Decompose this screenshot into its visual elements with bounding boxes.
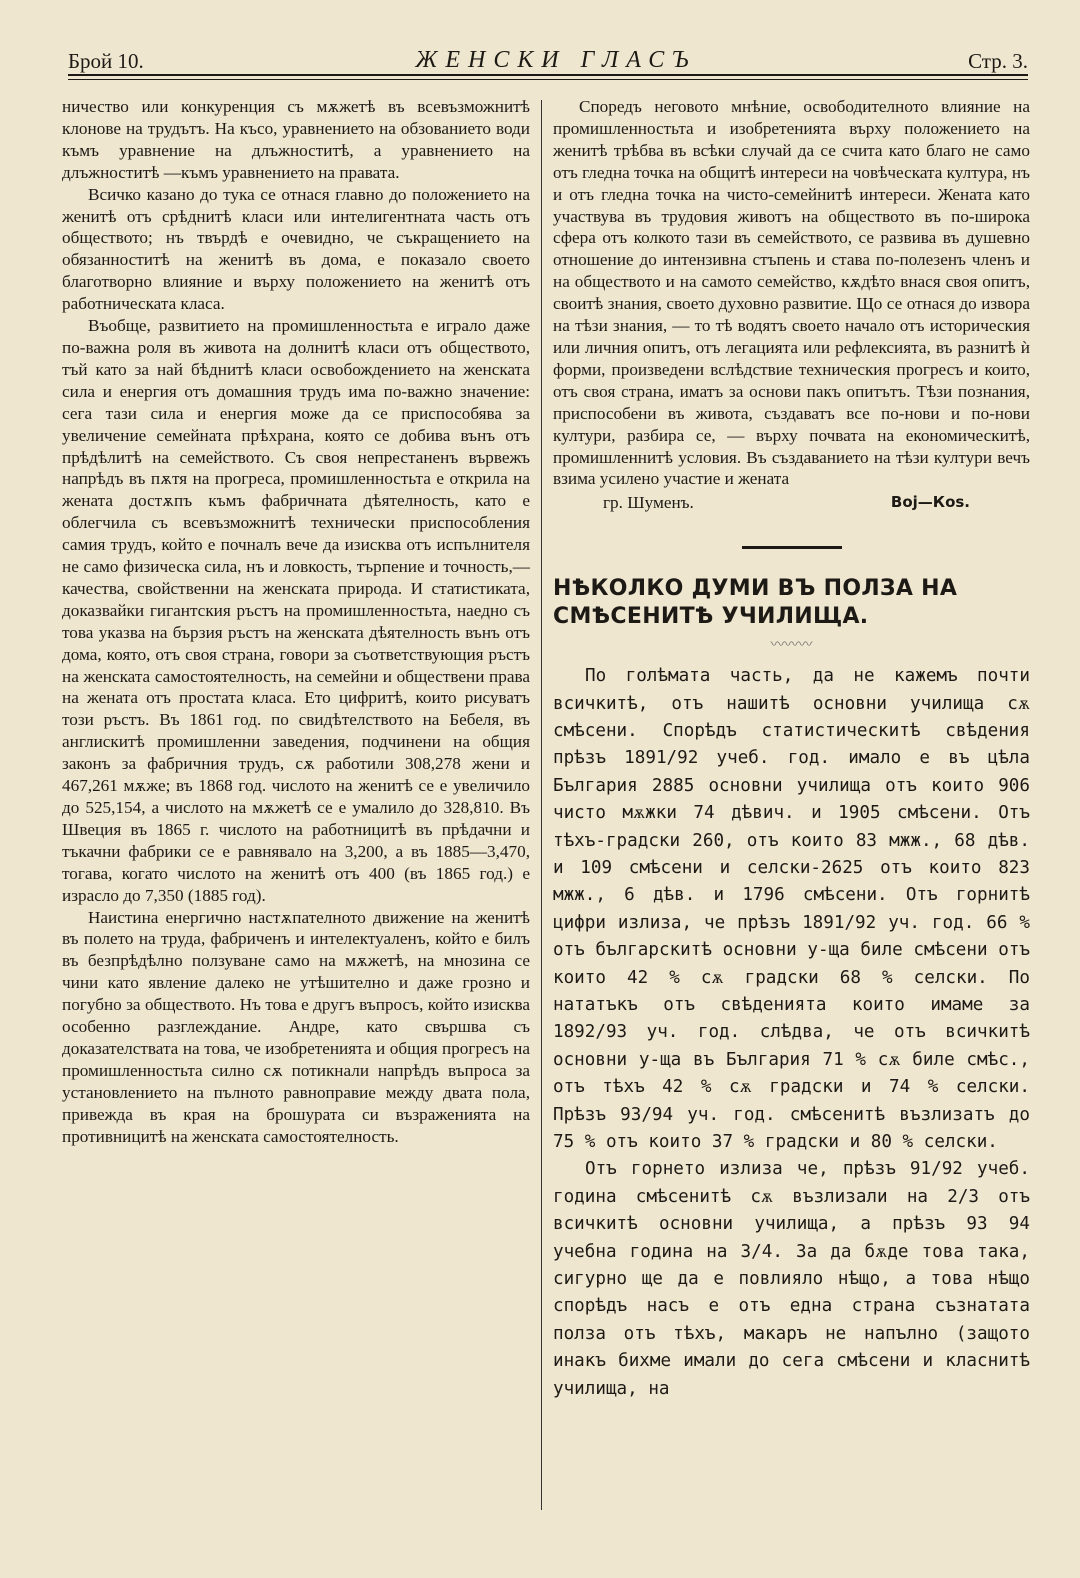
column-divider [541, 100, 542, 1510]
header-rule [68, 74, 1028, 76]
issue-number: Брой 10. [68, 49, 144, 73]
article-body [553, 663, 1030, 1403]
paragraph: Въобще, развитието на промишленностьта е играло даже по-важна роля въ живота на долнитѣ класи отъ обществото, тъй като за най бѣднитѣ класи освобождението на женската сила и енергия отъ домашния трудъ има по-важно значение: сега тази сила и енергия може да се приспособява за увеличение семейната прѣхрана, която се добива вънъ отъ прѣдѣлитѣ на семейството. Съ своя непрестаненъ вървежъ напрѣдъ въ пѫтя на прогреса, промишленностьта е открила на жената достѫпъ къмъ фабричната дѣятелность, като е облегчила съ всевъзможнитѣ технически приспособления самия трудъ, който е почналъ вече да изисква отъ испълнителя не само физическа сила, нъ и ловкость, търпение и точность,—качества, свойственни на женската природа. И статистиката, доказвайки гигантския ръстъ на промишленностьта, наедно съ това указва на бързия ръстъ на женската дѣятелность вънъ отъ дома, която, отъ своя страна, говори за съответствующия ръстъ на женската самостоятелность, на семейни и обществени права на жената отъ простата класа. Ето цифритѣ, които рисуватъ този ръстъ. Въ 1861 год. по свидѣтелството на Бебеля, въ англискитѣ промишленни заведения, подчинени на общия законъ за фабричния трудъ, сѫ работили 308,278 жени и 467,261 мѫже; въ 1868 год. числото на женитѣ се е увеличило до 525,154, а числото на мѫжетѣ се е умалило до 328,810. Въ Швеция въ 1865 г. числото на работницитѣ въ прѣдачни и тъкачни фабрики се е равнявало на 3,200, а въ 1885—3,470, тогава, когато числото на женитѣ отъ 400 (въ 1865 год.) е израсло до 7,350 (1885 год). [62, 316, 530, 905]
signature-line [553, 492, 1030, 514]
newspaper-title: ЖЕНСКИ ГЛАСЪ [415, 47, 697, 73]
left-column [62, 96, 530, 1148]
paragraph: Наистина енергично настѫпателното движение на женитѣ въ полето на труда, фабриченъ и интелектуаленъ, който е билъ въ безпрѣдѣлно ползуване само на мѫжетѣ, на мнозина се чини като явление далеко не утѣшително и даже грозно и погубно за обществото. Нъ това е другъ въпросъ, който изисква особенно разглеждание. Андре, като свършва съ доказателствата на това, че изобретенията и общия прогресъ на промишленностьта силно сѫ потикнали напрѣдъ въпроса за установлението на пълното равноправие между двата пола, привежда въ края на брошурата си възраженията на противницитѣ на женската самостоятелность. [62, 907, 530, 1146]
paragraph: По голѣмата часть, да не кажемъ почти всичкитѣ, отъ нашитѣ основни училища сѫ смѣсени. Спорѣдъ статистическитѣ свѣдения прѣзъ 1891/92 учеб. год. имало е въ цѣла България 2885 основни училища отъ които 906 чисто мѫжки 74 дѣвич. и 1905 смѣсени. Отъ тѣхъ-градски 260, отъ които 83 мжж., 68 дѣв. и 109 смѣсени и селски-2625 отъ които 823 мжж., 6 дѣв. и 1796 смѣсени. Отъ горнитѣ цифри излиза, че прѣзъ 1891/92 уч. год. 66 % отъ българскитѣ основни у-ща биле смѣсени отъ които 42 % сѫ градски 68 % селски. По нататъкъ отъ свѣденията които имаме за 1892/93 уч. год. слѣдва, че отъ всичкитѣ основни у-ща въ България 71 % сѫ биле смѣс., отъ тѣхъ 42 % сѫ градски и 74 % селски. Прѣзъ 93/94 уч. год. смѣсенитѣ възлизатъ до 75 % отъ които 37 % градски и 80 % селски. [553, 666, 1030, 1153]
section-separator [742, 546, 842, 549]
header-rule-thin [68, 79, 1028, 80]
page-number: Стр. 3. [968, 49, 1028, 73]
paragraph: ничество или конкуренция съ мѫжетѣ въ всевъзможнитѣ клонове на трудътъ. На късо, уравнението на обзованието води къмъ уравнение на длъжноститѣ, а уравнението на длъжноститѣ —къмъ уравнението на правата. [62, 97, 530, 182]
right-column [553, 96, 1030, 1403]
page-header [68, 34, 1028, 74]
article-title: НѢКОЛКО ДУМИ ВЪ ПОЛЗА НА СМѢСЕНИТѢ УЧИЛИЩА. [553, 576, 958, 630]
place: гр. Шуменъ. [603, 493, 694, 513]
paragraph: Споредъ неговото мнѣние, освободителното влияние на промишленностьта и изобретенията върху положението на женитѣ трѣбва въ всѣки случай да се счита като благо не само отъ гледна точка на общитѣ интереси на човѣческата култура, нъ и отъ гледна точка на чисто-семейнитѣ интереси. Жената като участвува въ трудовия животъ на обществото въ по-широка сфера отъ колкото тази въ семейството, се развива въ душевно отношение до интензивна стъпень и става по-полезенъ членъ и на обществото и на самото семейство, кѫдѣто внася своя опитъ, своитѣ знания, своето духовно развитие. Що се отнася до извора на тѣзи знания, — то тѣ водятъ своето начало отъ историческия или личния опитъ, отъ легацията или рефлексията, въ разнитѣ ѝ форми, произведени вслѣдствие техническия прогресъ и които, отъ своя страна, иматъ за основи пакъ опитътъ. Тѣзи познания, приспособени въ живота, създаватъ все по-нови и по-нови култури, разбира се, — върху почвата на економическитѣ, промишленнитѣ условия. Въ създаванието на тѣзи култури вечъ взима усилено участие и жената [553, 97, 1030, 489]
paragraph: Отъ горнето излиза че, прѣзъ 91/92 учеб. година смѣсенитѣ сѫ възлизали на 2/3 отъ всичкитѣ основни училища, а прѣзъ 93 94 учебна година на 3/4. За да бѫде това така, сигурно ще да е повлияло нѣщо, а това нѣщо спорѣдъ насъ е отъ една страна съзнатата полза отъ тѣхъ, макаръ не напълно (защото инакъ бихме имали до сега смѣсени и класнитѣ училища, на [553, 1159, 1030, 1399]
ornament: 〰〰〰 [770, 638, 813, 654]
paragraph: Всичко казано до тука се отнася главно до положението на женитѣ отъ срѣднитѣ класи или интелигентната часть отъ обществото; нъ твърдѣ е очевидно, че съкращението на обязанноститѣ на женитѣ въ дома, е показало своето благотворно влияние и върху положението на женитѣ отъ работническата класа. [62, 184, 530, 314]
author: Воj—Коs. [890, 493, 970, 512]
